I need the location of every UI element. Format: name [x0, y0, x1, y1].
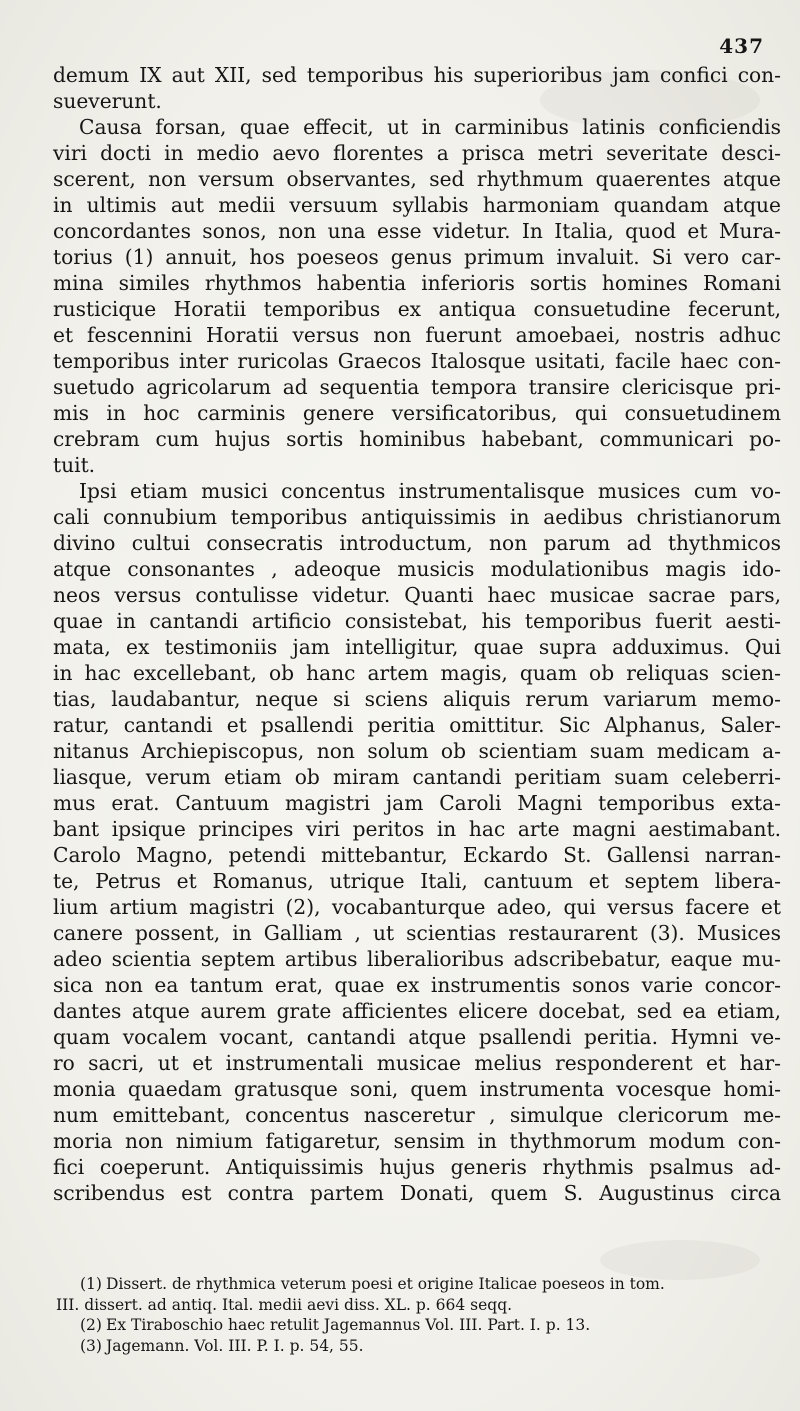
page-number: 437	[719, 34, 764, 58]
text-line: atque consonantes , adeoque musicis modulationibus magis ido-	[53, 557, 781, 581]
footnote-marker: (3)	[80, 1336, 102, 1355]
text-line: in hac excellebant, ob hanc artem magis, quam ob reliquas scien-	[53, 661, 781, 685]
footnote-marker: (1)	[80, 1275, 102, 1293]
text-line: in ultimis aut medii versuum syllabis harmoniam quandam atque	[53, 193, 781, 217]
text-line: divino cultui consecratis introductum, non parum ad thythmicos	[53, 531, 781, 555]
text-line: rusticique Horatii temporibus ex antiqua consuetudine fecerunt,	[53, 297, 781, 321]
text-line: scerent, non versum observantes, sed rhythmum quaerentes atque	[53, 167, 781, 191]
text-line: concordantes sonos, non una esse videtur. In Italia, quod et Mura-	[53, 219, 781, 243]
text-line: monia quaedam gratusque soni, quem instrumenta vocesque homi-	[53, 1077, 781, 1101]
text-line: moria non nimium fatigaretur, sensim in thythmorum modum con-	[53, 1129, 781, 1153]
footnote-3	[80, 1336, 780, 1357]
text-line: Ipsi etiam musici concentus instrumentalisque musices cum vo-	[79, 479, 781, 503]
text-line: adeo scientia septem artibus liberalioribus adscribebatur, eaque mu-	[53, 947, 781, 971]
text-line: torius (1) annuit, hos poeseos genus primum invaluit. Si vero car-	[53, 245, 781, 269]
text-line: viri docti in medio aevo florentes a prisca metri severitate desci-	[53, 141, 781, 165]
text-line: tias, laudabantur, neque si sciens aliquis rerum variarum memo-	[53, 687, 781, 711]
text-line: et fescennini Horatii versus non fuerunt amoebaei, nostris adhuc	[53, 323, 781, 347]
footnote-marker: (2)	[80, 1316, 102, 1334]
text-line: scribendus est contra partem Donati, quem S. Augustinus circa	[53, 1181, 781, 1205]
text-line: demum IX aut XII, sed temporibus his superioribus jam confici con-	[53, 63, 781, 87]
text-line: Causa forsan, quae effecit, ut in carminibus latinis conficiendis	[79, 115, 781, 139]
footnote-text: Ex Tiraboschio haec retulit Jagemannus Vol. III. Part. I. p. 13.	[106, 1316, 591, 1334]
text-line: cali connubium temporibus antiquissimis in aedibus christianorum	[53, 505, 781, 529]
footnote-1-continued	[56, 1295, 780, 1316]
text-line: nitanus Archiepiscopus, non solum ob scientiam suam medicam a-	[53, 739, 781, 763]
text-line: quam vocalem vocant, cantandi atque psallendi peritia. Hymni ve-	[53, 1025, 781, 1049]
text-line: lium artium magistri (2), vocabanturque adeo, qui versus facere et	[53, 895, 781, 919]
text-line: sica non ea tantum erat, quae ex instrumentis sonos varie concor-	[53, 973, 781, 997]
text-line: mina similes rhythmos habentia inferioris sortis homines Romani	[53, 271, 781, 295]
footnote-2	[80, 1315, 780, 1336]
text-line: quae in cantandi artificio consistebat, his temporibus fuerit aesti-	[53, 609, 781, 633]
footnote-text: Jagemann. Vol. III. P. I. p. 54, 55.	[106, 1336, 364, 1355]
text-line: mis in hoc carminis genere versificatoribus, qui consuetudinem	[53, 401, 781, 425]
text-line: tuit.	[53, 453, 96, 477]
text-line: temporibus inter ruricolas Graecos Italosque usitati, facile haec con-	[53, 349, 781, 373]
text-line: bant ipsique principes viri peritos in hac arte magni aestimabant.	[53, 817, 781, 841]
text-line: neos versus contulisse videtur. Quanti haec musicae sacrae pars,	[53, 583, 781, 607]
text-line: suetudo agricolarum ad sequentia tempora transire clericisque pri-	[53, 375, 781, 399]
text-line: crebram cum hujus sortis hominibus habebant, communicari po-	[53, 427, 781, 451]
footnote-1	[80, 1274, 780, 1295]
footnotes	[56, 1274, 780, 1356]
text-line: fici coeperunt. Antiquissimis hujus generis rhythmis psalmus ad-	[53, 1155, 781, 1179]
text-line: dantes atque aurem grate afficientes elicere docebat, sed ea etiam,	[53, 999, 781, 1023]
body-text	[53, 62, 781, 1206]
text-line: mata, ex testimoniis jam intelligitur, quae supra adduximus. Qui	[53, 635, 781, 659]
text-line: ro sacri, ut et instrumentali musicae melius responderent et har-	[53, 1051, 781, 1075]
text-line: num emittebant, concentus nasceretur , simulque clericorum me-	[53, 1103, 781, 1127]
text-line: canere possent, in Galliam , ut scientias restaurarent (3). Musices	[53, 921, 781, 945]
text-line: te, Petrus et Romanus, utrique Itali, cantuum et septem libera-	[53, 869, 781, 893]
text-line: liasque, verum etiam ob miram cantandi peritiam suam celeberri-	[53, 765, 781, 789]
footnote-text: Dissert. de rhythmica veterum poesi et origine Italicae poeseos in tom.	[106, 1275, 665, 1293]
text-line: ratur, cantandi et psallendi peritia omittitur. Sic Alphanus, Saler-	[53, 713, 781, 737]
footnote-text: III. dissert. ad antiq. Ital. medii aevi diss. XL. p. 664 seqq.	[56, 1295, 513, 1314]
text-line: Carolo Magno, petendi mittebantur, Eckardo St. Gallensi narran-	[53, 843, 781, 867]
text-line: sueverunt.	[53, 89, 162, 113]
text-line: mus erat. Cantuum magistri jam Caroli Magni temporibus exta-	[53, 791, 781, 815]
